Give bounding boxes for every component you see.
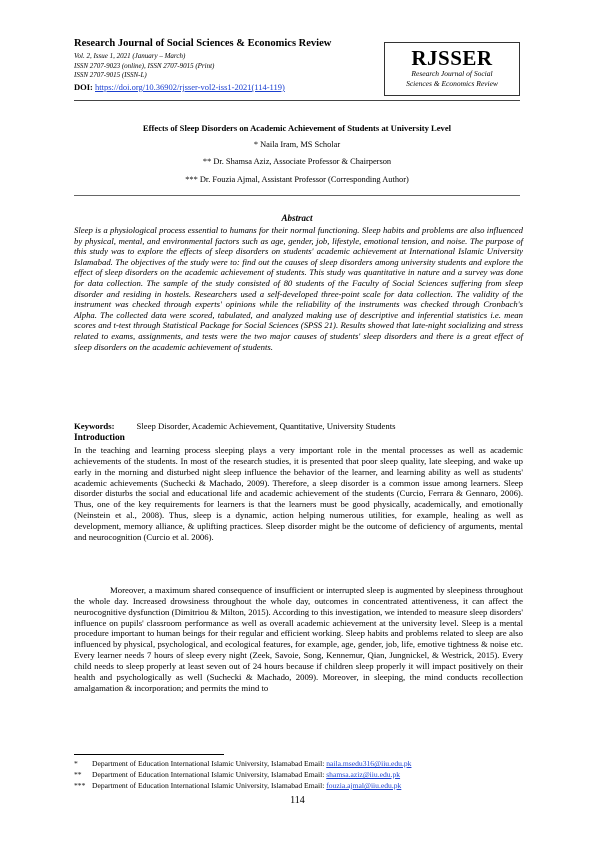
footnote-mark: ** xyxy=(74,770,82,779)
volume-issue: Vol. 2, Issue 1, 2021 (January – March) xyxy=(74,52,186,60)
keywords-label: Keywords: xyxy=(74,421,115,431)
title-divider xyxy=(74,195,520,196)
footnotes xyxy=(74,758,411,791)
footnote-3 xyxy=(74,780,411,791)
footnote-divider xyxy=(74,754,224,755)
header-divider xyxy=(74,100,520,101)
author-1: * Naila Iram, MS Scholar xyxy=(253,140,341,149)
footnote-text: Department of Education International Islamic University, Islamabad Email: xyxy=(92,759,325,768)
footnote-mark: *** xyxy=(74,781,86,790)
doi-link[interactable]: https://doi.org/10.36902/rjsser-vol2-iss1-2021(114-119) xyxy=(95,82,285,92)
footnote-1 xyxy=(74,758,411,769)
logo-subtitle-line2: Sciences & Economics Review xyxy=(406,79,498,88)
introduction-paragraph-2: Moreover, a maximum shared consequence of insufficient or interrupted sleep is augmented by sleepiness throughout the whole day. Increased drowsiness throughout the whole day, outcomes in concentrated attentiveness, it can affect the neurocognitive dysfunction (Dimitriou & Milton, 2015). According to this investigation, we intended to measure sleep disorders' influence on pupils' classroom performance as well as overall academic achievement at the university level. Sleep is a mental procedure important to human beings for their regular and efficient working. Sleep habits and problems related to sleep are also influenced by physical, psychological, and ecological features, for example, age, gender, job, life, emotive tightness & noise etc. Every learner needs 7 hours of sleep every night (Zeek, Savoie, Song, Kennemur, Qian, Jungnickel, & Westrick, 2015). Every child needs to sleep properly at least seven out of 24 hours because if children sleep properly it will impact positively on their health and psychologically as well (Suchecki & Machado, 2009). Moreover, in sleeping, the mind conducts recollection amalgamation & incorporation; and permits the mind to xyxy=(74,585,523,693)
abstract-heading: Abstract xyxy=(281,213,313,223)
footnote-2 xyxy=(74,769,411,780)
doi-label: DOI: xyxy=(74,82,93,92)
journal-meta xyxy=(74,52,214,81)
author-3: *** Dr. Fouzia Ajmal, Assistant Professor (Corresponding Author) xyxy=(185,175,409,184)
footnote-email-link[interactable]: shamsa.aziz@iiu.edu.pk xyxy=(326,770,401,779)
footnote-mark: * xyxy=(74,759,78,768)
journal-logo xyxy=(384,42,520,96)
introduction-heading: Introduction xyxy=(74,433,125,443)
logo-subtitle-line1: Research Journal of Social xyxy=(411,69,493,78)
footnote-text: Department of Education International Islamic University, Islamabad Email: xyxy=(92,770,325,779)
paper-title: Effects of Sleep Disorders on Academic Achievement of Students at University Level xyxy=(142,123,452,133)
journal-title: Research Journal of Social Sciences & Economics Review xyxy=(74,38,332,49)
keywords-text: Sleep Disorder, Academic Achievement, Quantitative, University Students xyxy=(136,421,396,431)
footnote-text: Department of Education International Islamic University, Islamabad Email: xyxy=(92,781,325,790)
abstract-text: Sleep is a physiological process essential to humans for their normal functioning. Sleep habits and problems are also influenced by physical, mental, and environmental factors such as age, gender, job, lifestyle, emotional tension, and noise. The purpose of this study was to explore the effects of sleep disorders on students' academic achievement at International Islamic University Islamabad. The objectives of the study were to: find out the causes of sleep disorders among university students and explore the effect of sleep disorders on the academic achievement of students. This study was quantitative in nature and a survey was done for data collection. The sample of the study consisted of 80 students of the Faculty of Social Sciences suffering from sleep disorder and residing in hostels. Researchers used a self-developed three-point scale for data collection. The validity of the instrument was checked through experts' opinions while the reliability of the instruments was checked through Cronbach's Alpha. The collected data were scored, tabulated, and analyzed making use of descriptive and inferential statistics i.e. mean scores and t-test through Statistical Package for Social Sciences (SPSS 21). Results showed that late-night socializing and stress related to exams, assignments, and tests were the two major causes of students' sleep disorders and there is a great effect of sleep disorders on the academic achievement of students. xyxy=(74,225,523,352)
issn-online-print: ISSN 2707-9023 (online), ISSN 2707-9015 (Print) xyxy=(74,61,215,70)
logo-acronym: RJSSER xyxy=(411,46,493,70)
issn-l: ISSN 2707-9015 (ISSN-L) xyxy=(74,71,147,80)
footnote-email-link[interactable]: fouzia.ajmal@iiu.edu.pk xyxy=(326,781,402,790)
footnote-email-link[interactable]: naila.msedu316@iiu.edu.pk xyxy=(326,759,412,768)
introduction-paragraph-1: In the teaching and learning process sleeping plays a very important role in the mental processes as well as academic achievements of the students. In most of the research studies, it is presented that poor sleep quality, late sleeping, and wake up early in the morning and disturbed night sleep influence the behavior of the learner, and learning ability as well as students' academic achievements (Suchecki & Machado, 2009). Therefore, a sleep disorder is a common issue among learners. Sleep disorder disturbs the social and educational life and academic achievement of the students (Curcio, Ferrara & Gennaro, 2006). Thus, one of the key requirements for learners is that the learners must be good physically, academically, and emotionally (Neinstein et al., 2008). Thus, sleep is a dynamic, action helping numerous utilities, for example, healing as well as development, memory alliance, & uplifting practices. Sleep disorder might be the outcome of deficiency of arguments, mental and neurocognition (Curcio et al. 2006). xyxy=(74,445,523,542)
author-2: ** Dr. Shamsa Aziz, Associate Professor & Chairperson xyxy=(202,157,392,166)
page-number: 114 xyxy=(290,795,305,806)
keywords xyxy=(74,421,396,431)
doi-line xyxy=(74,82,285,92)
